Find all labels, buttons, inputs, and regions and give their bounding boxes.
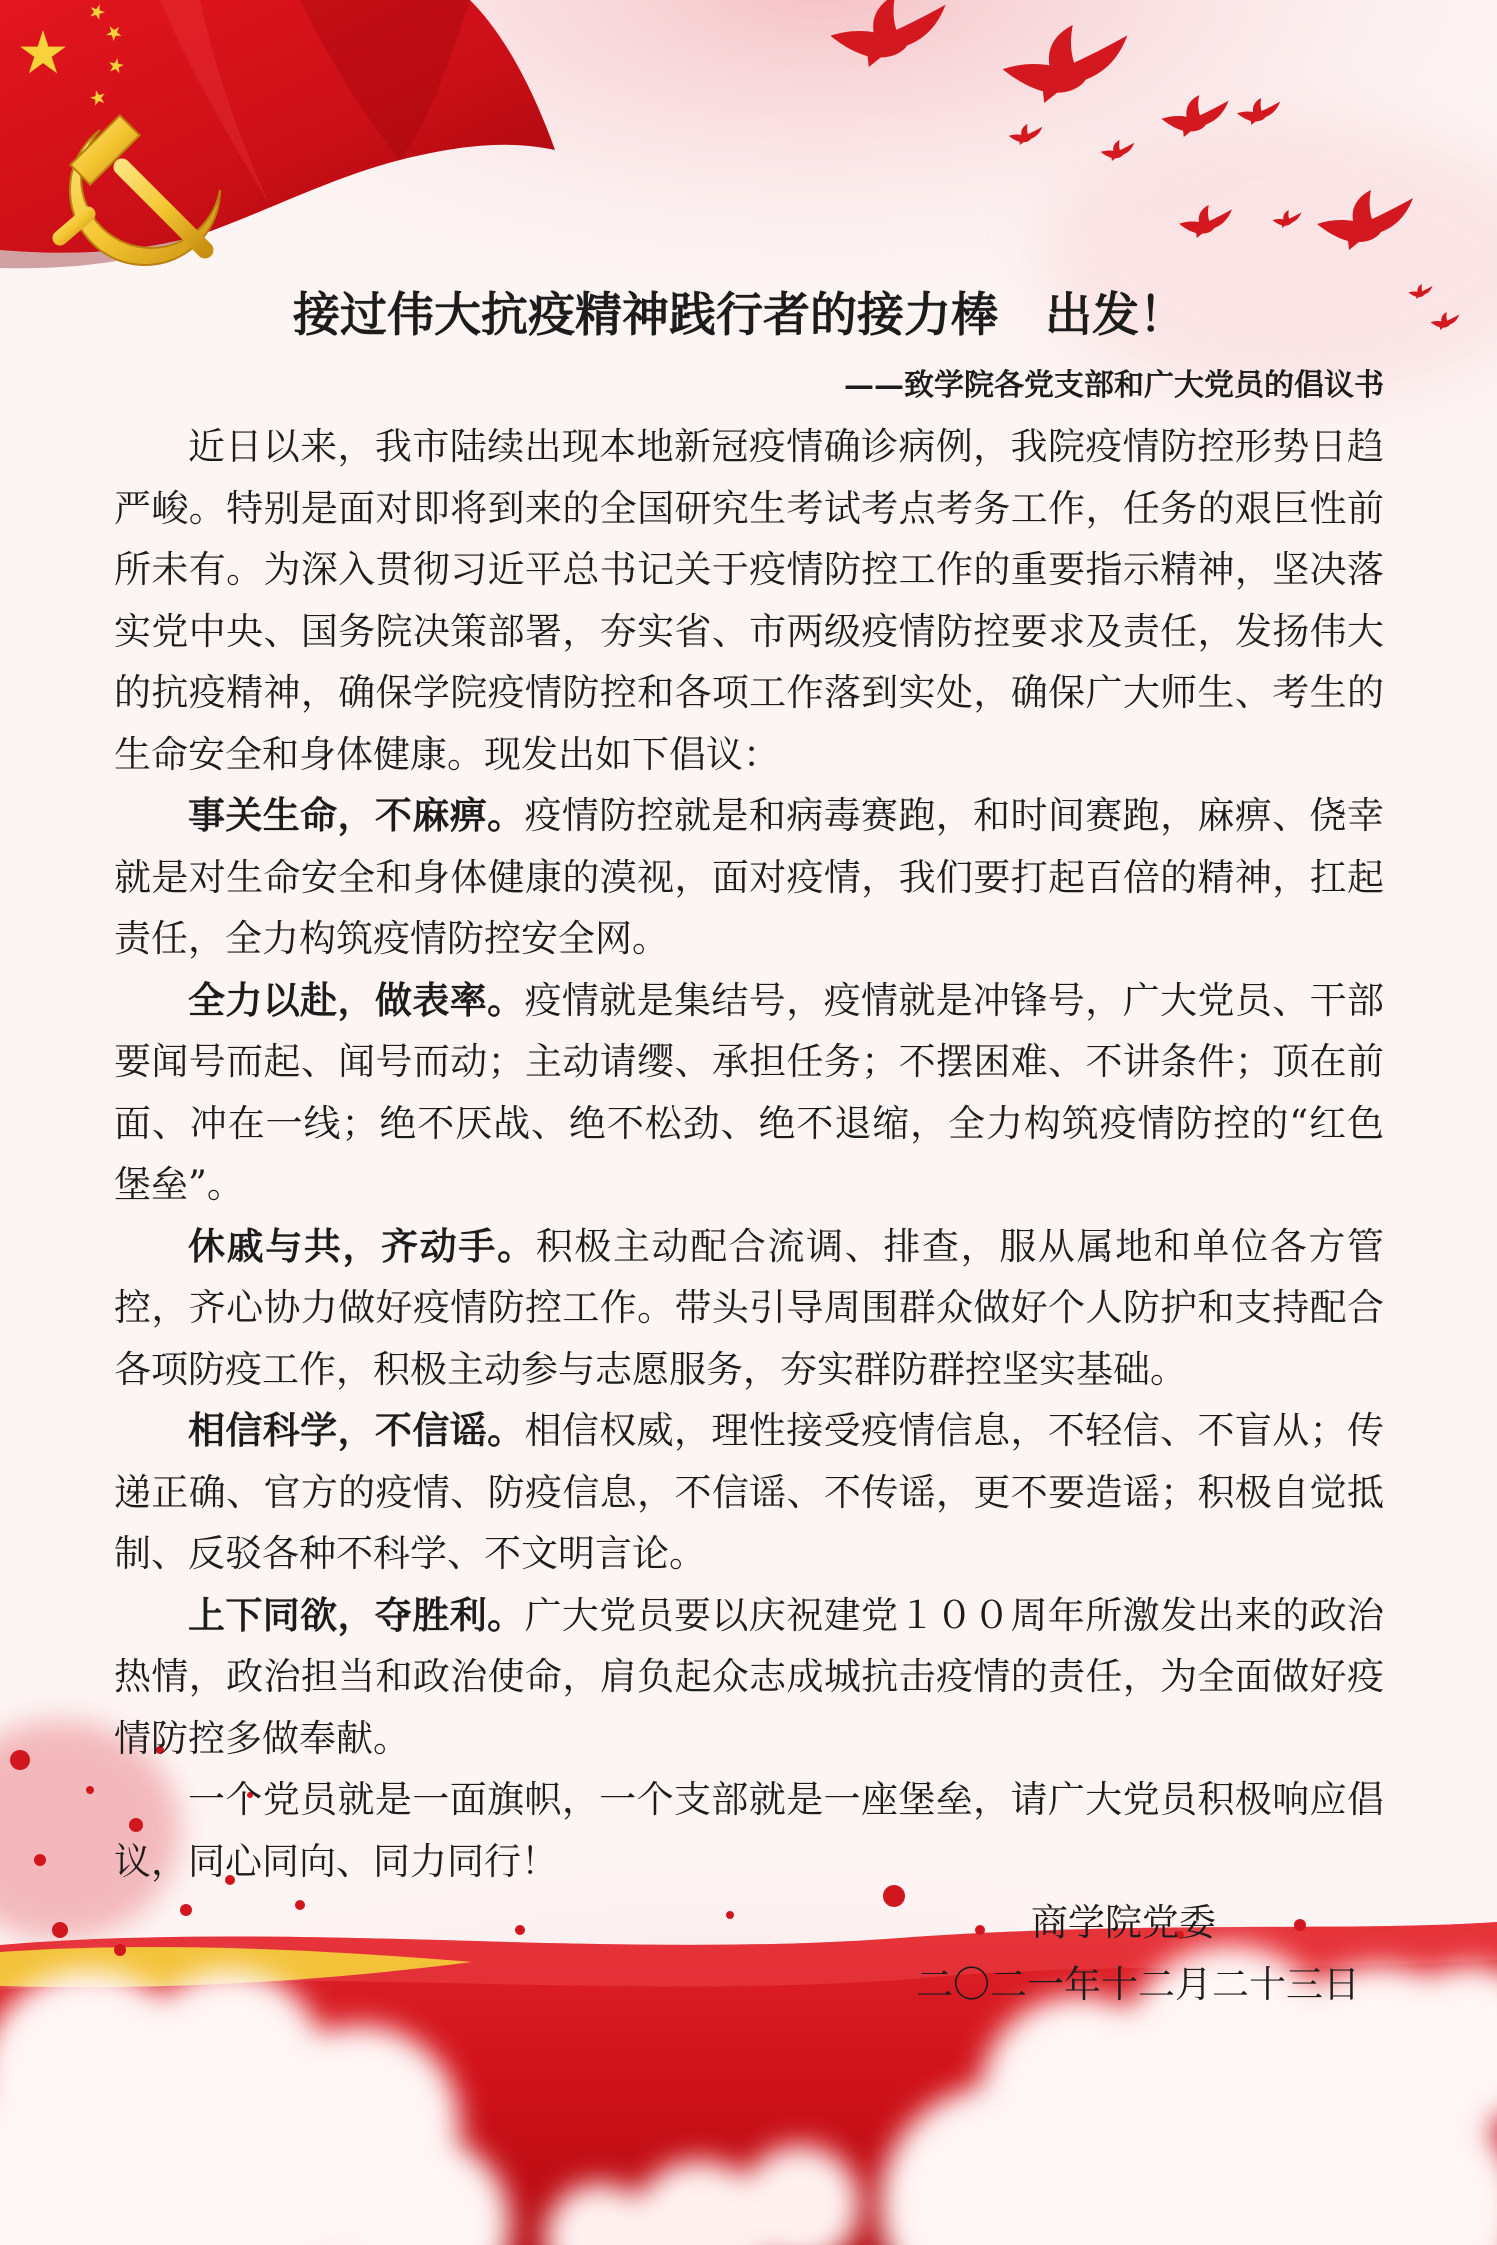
letter-body xyxy=(114,416,1384,2015)
proposal-text: 疫情防控就是和病毒赛跑，和时间赛跑，麻痹、侥幸就是对生命安全和身体健康的漠视，面对疫情，我们要打起百倍的精神，扛起责任，全力构筑疫情防控安全网。 xyxy=(114,794,1384,960)
proposal-heading: 上下同欲，夺胜利。 xyxy=(188,1592,525,1637)
proposal-text: 疫情就是集结号，疫情就是冲锋号，广大党员、干部要闻号而起、闻号而动；主动请缨、承担任务；不摆困难、不讲条件；顶在前面、冲在一线；绝不厌战、绝不松劲、绝不退缩，全力构筑疫情防控的“红色堡垒”。 xyxy=(114,978,1384,1206)
proposal-heading: 全力以赴，做表率。 xyxy=(188,977,525,1022)
proposal-text: 广大党员要以庆祝建党１００周年所激发出来的政治热情，政治担当和政治使命，肩负起众志成城抗击疫情的责任，为全面做好疫情防控多做奉献。 xyxy=(114,1593,1384,1760)
page-title: 接过伟大抗疫精神践行者的接力棒 出发！ xyxy=(293,288,1186,343)
page-subtitle: ——致学院各党支部和广大党员的倡议书 xyxy=(844,368,1384,403)
proposal-heading: 休戚与共，齐动手。 xyxy=(188,1223,536,1268)
proposal-heading: 事关生命，不麻痹。 xyxy=(188,793,525,837)
signature-date: 二〇二一年十二月二十三日 xyxy=(916,1962,1360,2006)
proposal-text: 积极主动配合流调、排查，服从属地和单位各方管控，齐心协力做好疫情防控工作。带头引导周围群众做好个人防护和支持配合各项防疫工作，积极主动参与志愿服务，夯实群防群控坚实基础。 xyxy=(114,1224,1385,1391)
closing-paragraph: 一个党员就是一面旗帜，一个支部就是一座堡垒，请广大党员积极响应倡议，同心同向、同力同行！ xyxy=(114,1778,1384,1883)
proposal-paragraph xyxy=(114,970,1384,1216)
signature-organization: 商学院党委 xyxy=(1031,1901,1216,1944)
intro-paragraph: 近日以来，我市陆续出现本地新冠疫情确诊病例，我院疫情防控形势日趋严峻。特别是面对即将到来的全国研究生考试考点考务工作，任务的艰巨性前所未有。为深入贯彻习近平总书记关于疫情防控工作的重要指示精神，坚决落实党中央、国务院决策部署，夯实省、市两级疫情防控要求及责任，发扬伟大的抗疫精神，确保学院疫情防控和各项工作落到实处，确保广大师生、考生的生命安全和身体健康。现发出如下倡议： xyxy=(114,425,1384,776)
proposal-paragraph xyxy=(114,1400,1384,1585)
proposal-paragraph xyxy=(114,1585,1384,1770)
proposal-paragraph xyxy=(114,785,1384,970)
proposal-heading: 相信科学，不信谣。 xyxy=(188,1408,525,1452)
proposal-paragraph xyxy=(114,1216,1384,1401)
proposal-text: 相信权威，理性接受疫情信息，不轻信、不盲从；传递正确、官方的疫情、防疫信息，不信谣、不传谣，更不要造谣；积极自觉抵制、反驳各种不科学、不文明言论。 xyxy=(114,1409,1384,1575)
